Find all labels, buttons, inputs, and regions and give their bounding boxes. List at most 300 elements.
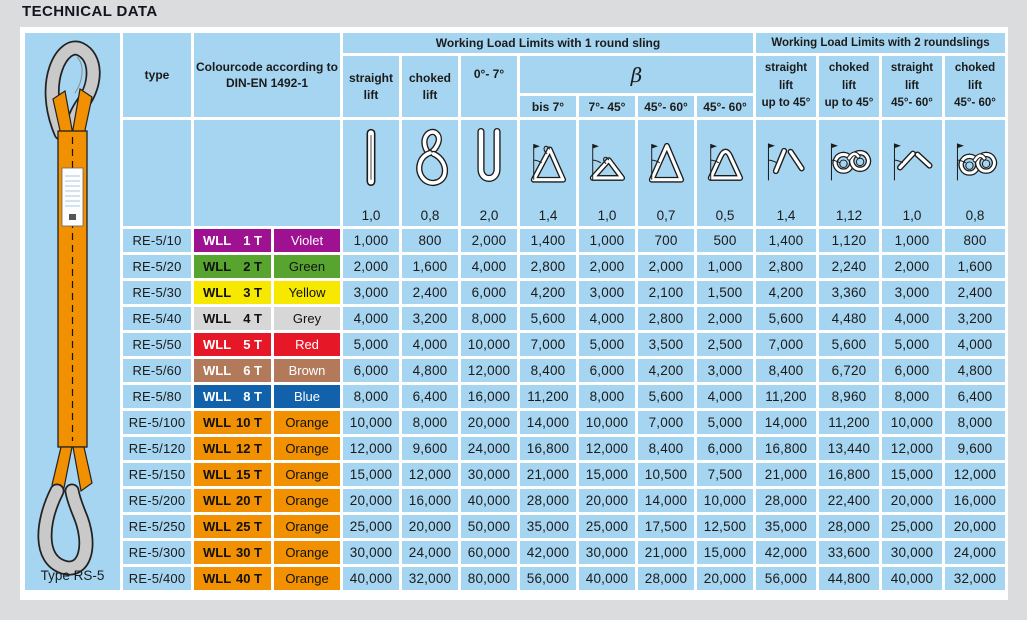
load-value: 4,200 <box>768 285 804 300</box>
load-value: 24,000 <box>408 545 452 560</box>
wll-badge <box>194 333 271 356</box>
value-cell <box>343 281 399 304</box>
colour-badge <box>274 463 340 486</box>
wll-prefix: WLL <box>203 363 232 378</box>
load-value: 20,000 <box>467 415 511 430</box>
type-label: RE-5/50 <box>132 337 182 352</box>
pictogram-cell <box>461 120 517 226</box>
value-cell <box>882 229 942 252</box>
load-value: 16,800 <box>526 441 570 456</box>
wll-value: 8 T <box>243 389 262 404</box>
load-value: 12,000 <box>890 441 934 456</box>
angle-45-60-header: 45°- 60° <box>638 96 694 117</box>
value-cell <box>402 359 458 382</box>
banner-1-round-sling: Working Load Limits with 1 round sling <box>343 33 753 53</box>
load-value: 1,400 <box>768 233 804 248</box>
value-cell <box>756 281 816 304</box>
colour-name: Violet <box>290 233 324 248</box>
load-value: 20,000 <box>349 493 393 508</box>
load-value: 25,000 <box>349 519 393 534</box>
header-line: choked <box>408 71 451 86</box>
load-factor: 0,8 <box>420 208 440 223</box>
colour-badge <box>274 541 340 564</box>
value-cell <box>520 437 576 460</box>
wll-prefix: WLL <box>203 467 232 482</box>
value-cell <box>945 333 1005 356</box>
angle-7-45-header: 7°- 45° <box>579 96 635 117</box>
load-value: 4,000 <box>589 311 625 326</box>
value-cell <box>945 255 1005 278</box>
value-cell <box>461 385 517 408</box>
header-line: lift <box>778 79 794 92</box>
two-straight-45-60-header <box>882 56 942 117</box>
value-cell <box>579 541 635 564</box>
value-cell <box>638 385 694 408</box>
load-value: 8,000 <box>894 389 930 404</box>
wll-value: 20 T <box>235 493 262 508</box>
empty-cell <box>123 120 191 226</box>
header-line: lift <box>363 87 379 102</box>
value-cell <box>819 411 879 434</box>
load-value: 20,000 <box>890 493 934 508</box>
colour-badge <box>274 489 340 512</box>
load-value: 56,000 <box>526 571 570 586</box>
value-cell <box>697 255 753 278</box>
load-value: 8,400 <box>768 363 804 378</box>
type-label: RE-5/30 <box>132 285 182 300</box>
wll-badge <box>194 489 271 512</box>
type-label: RE-5/250 <box>128 519 186 534</box>
value-cell <box>882 333 942 356</box>
header-line: lift <box>904 79 920 92</box>
wll-badge <box>194 411 271 434</box>
value-cell <box>579 463 635 486</box>
colourcode-header-line1: Colourcode according to <box>195 59 338 74</box>
pictogram-cell <box>343 120 399 226</box>
load-value: 700 <box>654 233 678 248</box>
colour-badge <box>274 281 340 304</box>
load-value: 15,000 <box>585 467 629 482</box>
value-cell <box>461 463 517 486</box>
value-cell <box>697 437 753 460</box>
two-choked-45-60-header <box>945 56 1005 117</box>
load-value: 5,000 <box>707 415 743 430</box>
value-cell <box>756 515 816 538</box>
pictogram-cell <box>520 120 576 226</box>
load-value: 1,500 <box>707 285 743 300</box>
wll-value: 2 T <box>243 259 262 274</box>
angle-bis7-header: bis 7° <box>520 96 576 117</box>
load-value: 44,800 <box>827 571 871 586</box>
load-value: 5,000 <box>894 337 930 352</box>
value-cell <box>756 359 816 382</box>
empty-cell <box>194 120 340 226</box>
value-cell <box>882 255 942 278</box>
load-value: 2,000 <box>471 233 507 248</box>
colour-badge <box>274 333 340 356</box>
load-value: 8,000 <box>412 415 448 430</box>
colour-name: Orange <box>285 545 329 560</box>
type-label: RE-5/10 <box>132 233 182 248</box>
value-cell <box>402 307 458 330</box>
load-factor: 2,0 <box>479 208 499 223</box>
value-cell <box>343 229 399 252</box>
value-cell <box>819 255 879 278</box>
load-value: 11,200 <box>527 389 569 404</box>
value-cell <box>402 255 458 278</box>
load-value: 32,000 <box>408 571 452 586</box>
wll-badge <box>194 515 271 538</box>
pictogram-cell <box>819 120 879 226</box>
load-value: 42,000 <box>526 545 570 560</box>
banner-2-roundslings: Working Load Limits with 2 roundslings <box>756 33 1005 53</box>
value-cell <box>819 515 879 538</box>
load-value: 14,000 <box>644 493 688 508</box>
load-value: 2,100 <box>648 285 684 300</box>
load-value: 13,440 <box>827 441 871 456</box>
value-cell <box>402 515 458 538</box>
load-value: 12,000 <box>349 441 393 456</box>
value-cell <box>343 489 399 512</box>
load-value: 800 <box>418 233 442 248</box>
wll-value: 40 T <box>235 571 262 586</box>
load-value: 10,000 <box>467 337 511 352</box>
value-cell <box>697 281 753 304</box>
value-cell <box>579 411 635 434</box>
wll-value: 3 T <box>243 285 262 300</box>
straight-lift-header <box>343 56 399 117</box>
value-cell <box>520 359 576 382</box>
load-value: 28,000 <box>644 571 688 586</box>
value-cell <box>461 489 517 512</box>
load-factor: 1,12 <box>835 208 863 223</box>
wll-prefix: WLL <box>203 441 232 456</box>
load-value: 4,000 <box>894 311 930 326</box>
value-cell <box>402 281 458 304</box>
value-cell <box>756 567 816 590</box>
load-value: 3,200 <box>957 311 993 326</box>
load-value: 2,000 <box>353 259 389 274</box>
value-cell <box>756 255 816 278</box>
value-cell <box>579 437 635 460</box>
load-value: 7,500 <box>707 467 743 482</box>
load-value: 2,000 <box>894 259 930 274</box>
value-cell <box>343 333 399 356</box>
load-value: 2,500 <box>707 337 743 352</box>
value-cell <box>638 307 694 330</box>
load-value: 3,500 <box>648 337 684 352</box>
wll-value: 30 T <box>235 545 262 560</box>
value-cell <box>819 541 879 564</box>
colour-badge <box>274 567 340 590</box>
angle-sling-45-60-icon <box>641 125 691 197</box>
load-value: 20,000 <box>953 519 997 534</box>
header-line: 45°- 60° <box>954 97 996 110</box>
load-value: 16,800 <box>764 441 808 456</box>
load-value: 8,000 <box>353 389 389 404</box>
value-cell <box>579 281 635 304</box>
value-cell <box>882 385 942 408</box>
value-cell <box>882 463 942 486</box>
value-cell <box>638 411 694 434</box>
load-value: 4,480 <box>831 311 867 326</box>
header-line: lift <box>841 79 857 92</box>
load-value: 6,000 <box>353 363 389 378</box>
value-cell <box>756 489 816 512</box>
wll-prefix: WLL <box>203 519 232 534</box>
value-cell <box>461 333 517 356</box>
load-value: 7,000 <box>530 337 566 352</box>
load-value: 8,000 <box>589 389 625 404</box>
value-cell <box>579 333 635 356</box>
load-value: 21,000 <box>526 467 570 482</box>
load-value: 6,400 <box>412 389 448 404</box>
type-column-header: type <box>123 33 191 117</box>
page-title: TECHNICAL DATA <box>22 3 158 20</box>
load-value: 10,000 <box>349 415 393 430</box>
value-cell <box>882 437 942 460</box>
value-cell <box>520 411 576 434</box>
value-cell <box>945 359 1005 382</box>
row-type <box>123 281 191 304</box>
value-cell <box>343 541 399 564</box>
load-value: 42,000 <box>764 545 808 560</box>
colour-badge <box>274 437 340 460</box>
value-cell <box>882 489 942 512</box>
value-cell <box>579 255 635 278</box>
value-cell <box>461 255 517 278</box>
value-cell <box>638 437 694 460</box>
colour-badge <box>274 385 340 408</box>
value-cell <box>579 229 635 252</box>
header-line: choked <box>828 61 870 74</box>
load-value: 4,800 <box>957 363 993 378</box>
value-cell <box>638 567 694 590</box>
type-label: RE-5/80 <box>132 389 182 404</box>
load-value: 6,000 <box>707 441 743 456</box>
load-value: 800 <box>963 233 987 248</box>
load-value: 8,400 <box>530 363 566 378</box>
value-cell <box>461 515 517 538</box>
value-cell <box>402 411 458 434</box>
value-cell <box>945 307 1005 330</box>
value-cell <box>638 541 694 564</box>
load-value: 3,360 <box>831 285 867 300</box>
load-value: 25,000 <box>890 519 934 534</box>
value-cell <box>461 567 517 590</box>
two-choked-45-60-icon <box>948 125 1002 197</box>
value-cell <box>882 281 942 304</box>
load-value: 3,000 <box>707 363 743 378</box>
load-value: 15,000 <box>890 467 934 482</box>
load-value: 8,960 <box>831 389 867 404</box>
load-factor: 0,5 <box>715 208 735 223</box>
load-value: 16,800 <box>827 467 871 482</box>
value-cell <box>579 307 635 330</box>
value-cell <box>579 515 635 538</box>
value-cell <box>461 307 517 330</box>
load-value: 20,000 <box>703 571 747 586</box>
colour-name: Orange <box>285 493 329 508</box>
load-value: 10,000 <box>890 415 934 430</box>
header-line: straight <box>890 61 934 74</box>
angle-sling-7-45-icon <box>582 125 632 197</box>
colour-name: Green <box>288 259 326 274</box>
load-value: 1,000 <box>894 233 930 248</box>
colour-badge <box>274 229 340 252</box>
pictogram-cell <box>697 120 753 226</box>
value-cell <box>945 567 1005 590</box>
value-cell <box>343 359 399 382</box>
load-value: 40,000 <box>585 571 629 586</box>
value-cell <box>756 463 816 486</box>
row-type <box>123 541 191 564</box>
load-value: 5,600 <box>530 311 566 326</box>
choked-sling-icon <box>405 125 455 197</box>
value-cell <box>882 359 942 382</box>
value-cell <box>882 515 942 538</box>
value-cell <box>697 411 753 434</box>
colour-name: Orange <box>285 571 329 586</box>
value-cell <box>945 385 1005 408</box>
header-line: lift <box>967 79 983 92</box>
load-value: 30,000 <box>585 545 629 560</box>
load-value: 30,000 <box>349 545 393 560</box>
basket-sling-icon <box>464 125 514 197</box>
value-cell <box>579 567 635 590</box>
beta-symbol: β <box>520 56 753 93</box>
wll-badge <box>194 385 271 408</box>
row-type <box>123 437 191 460</box>
load-value: 12,000 <box>467 363 511 378</box>
value-cell <box>945 515 1005 538</box>
value-cell <box>402 437 458 460</box>
value-cell <box>520 541 576 564</box>
value-cell <box>882 307 942 330</box>
wll-value: 12 T <box>235 441 262 456</box>
type-label: RE-5/100 <box>128 415 186 430</box>
wll-prefix: WLL <box>203 389 232 404</box>
load-value: 2,800 <box>768 259 804 274</box>
colour-name: Orange <box>285 415 329 430</box>
load-value: 3,000 <box>353 285 389 300</box>
value-cell <box>343 567 399 590</box>
value-cell <box>819 567 879 590</box>
value-cell <box>756 385 816 408</box>
wll-prefix: WLL <box>203 285 232 300</box>
wll-value: 6 T <box>243 363 262 378</box>
load-value: 4,000 <box>707 389 743 404</box>
load-value: 12,000 <box>953 467 997 482</box>
angle-sling-bis7-icon <box>523 125 573 197</box>
value-cell <box>343 255 399 278</box>
value-cell <box>819 229 879 252</box>
wll-value: 25 T <box>235 519 262 534</box>
load-value: 2,000 <box>648 259 684 274</box>
value-cell <box>819 333 879 356</box>
value-cell <box>819 463 879 486</box>
wll-badge <box>194 281 271 304</box>
value-cell <box>756 411 816 434</box>
value-cell <box>520 255 576 278</box>
two-straight-upto45-header <box>756 56 816 117</box>
load-factor: 0,8 <box>965 208 985 223</box>
value-cell <box>579 385 635 408</box>
value-cell <box>402 567 458 590</box>
value-cell <box>697 567 753 590</box>
load-value: 40,000 <box>467 493 511 508</box>
load-factor: 1,4 <box>538 208 558 223</box>
colourcode-header <box>194 33 340 117</box>
value-cell <box>945 463 1005 486</box>
colour-name: Grey <box>292 311 322 326</box>
value-cell <box>756 229 816 252</box>
angle-45-60-header-2: 45°- 60° <box>697 96 753 117</box>
row-type <box>123 385 191 408</box>
value-cell <box>579 359 635 382</box>
colour-badge <box>274 255 340 278</box>
value-cell <box>638 489 694 512</box>
value-cell <box>520 463 576 486</box>
load-factor: 1,0 <box>597 208 617 223</box>
value-cell <box>697 229 753 252</box>
load-value: 1,000 <box>707 259 743 274</box>
colour-name: Blue <box>293 389 321 404</box>
header-line: straight <box>348 71 393 86</box>
load-value: 12,500 <box>703 519 747 534</box>
value-cell <box>520 515 576 538</box>
wll-value: 15 T <box>235 467 262 482</box>
header-line: lift <box>422 87 438 102</box>
angle-sling-45-60-flat-icon <box>700 125 750 197</box>
load-value: 8,400 <box>648 441 684 456</box>
load-value: 40,000 <box>890 571 934 586</box>
row-type <box>123 307 191 330</box>
value-cell <box>638 515 694 538</box>
load-value: 7,000 <box>648 415 684 430</box>
colour-badge <box>274 515 340 538</box>
load-value: 11,200 <box>765 389 807 404</box>
value-cell <box>402 489 458 512</box>
load-value: 17,500 <box>644 519 688 534</box>
value-cell <box>756 437 816 460</box>
load-value: 16,000 <box>953 493 997 508</box>
load-value: 4,800 <box>412 363 448 378</box>
type-label: RE-5/60 <box>132 363 182 378</box>
value-cell <box>638 359 694 382</box>
load-value: 14,000 <box>526 415 570 430</box>
value-cell <box>520 281 576 304</box>
value-cell <box>402 385 458 408</box>
value-cell <box>697 307 753 330</box>
header-line: choked <box>954 61 996 74</box>
load-value: 4,000 <box>353 311 389 326</box>
row-type <box>123 255 191 278</box>
value-cell <box>579 489 635 512</box>
value-cell <box>520 385 576 408</box>
load-value: 5,600 <box>648 389 684 404</box>
load-value: 10,500 <box>644 467 688 482</box>
wll-value: 1 T <box>243 233 262 248</box>
load-value: 10,000 <box>585 415 629 430</box>
row-type <box>123 333 191 356</box>
row-type <box>123 229 191 252</box>
sling-illustration <box>25 33 120 590</box>
load-value: 25,000 <box>585 519 629 534</box>
wll-prefix: WLL <box>203 259 232 274</box>
load-value: 4,000 <box>412 337 448 352</box>
colour-badge <box>274 411 340 434</box>
